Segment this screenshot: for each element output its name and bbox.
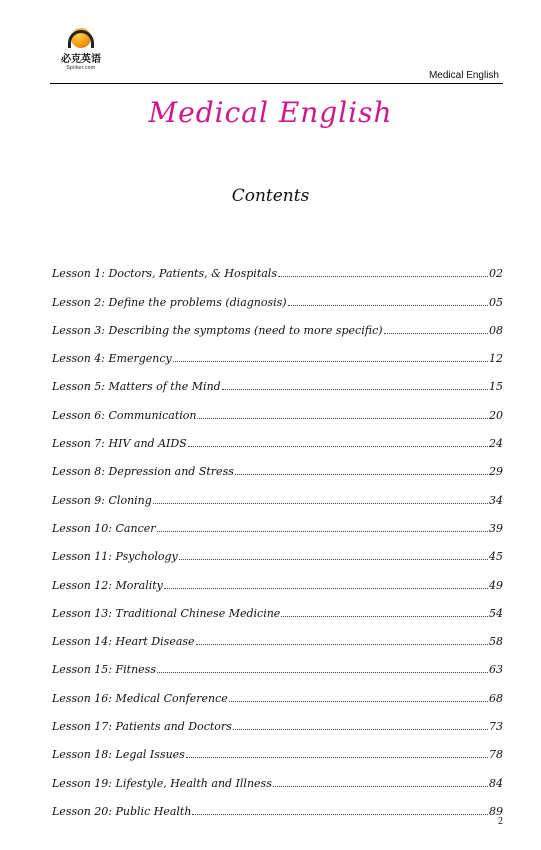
toc-dot-leader — [196, 644, 488, 645]
toc-entry-label: Lesson 17: Patients and Doctors — [52, 720, 232, 734]
toc-dot-leader — [273, 786, 488, 787]
toc-entry-page: 24 — [489, 437, 503, 451]
toc-entry[interactable] — [52, 280, 503, 308]
toc-entry-page: 20 — [489, 408, 503, 422]
toc-entry-label: Lesson 7: HIV and AIDS — [52, 437, 187, 451]
toc-entry-page: 58 — [489, 635, 503, 649]
toc-entry-page: 68 — [489, 691, 503, 705]
toc-dot-leader — [157, 531, 489, 532]
toc-entry-label: Lesson 11: Psychology — [52, 550, 178, 564]
toc-entry[interactable] — [52, 592, 503, 620]
toc-entry-label: Lesson 13: Traditional Chinese Medicine — [52, 606, 281, 620]
toc-entry-label: Lesson 3: Describing the symptoms (need to more specific) — [52, 323, 383, 337]
toc-entry[interactable] — [52, 648, 503, 676]
toc-entry[interactable] — [52, 422, 503, 450]
toc-entry-label: Lesson 16: Medical Conference — [52, 691, 228, 705]
toc-entry-label: Lesson 4: Emergency — [52, 352, 172, 366]
toc-dot-leader — [278, 276, 488, 277]
table-of-contents — [52, 252, 503, 818]
toc-dot-leader — [222, 389, 488, 390]
toc-entry[interactable] — [52, 790, 503, 818]
toc-entry-page: 02 — [489, 267, 503, 281]
toc-entry-page: 45 — [489, 550, 503, 564]
toc-entry-page: 49 — [489, 578, 503, 592]
toc-dot-leader — [173, 361, 488, 362]
toc-entry-label: Lesson 2: Define the problems (diagnosis) — [52, 295, 287, 309]
toc-entry[interactable] — [52, 705, 503, 733]
toc-entry[interactable] — [52, 507, 503, 535]
toc-entry[interactable] — [52, 365, 503, 393]
toc-dot-leader — [186, 757, 488, 758]
toc-entry-label: Lesson 6: Communication — [52, 408, 197, 422]
headphone-logo-icon — [68, 26, 94, 52]
running-header-title: Medical English — [428, 70, 499, 81]
toc-entry-page: 39 — [489, 521, 503, 535]
toc-entry-page: 15 — [489, 380, 503, 394]
toc-dot-leader — [384, 333, 488, 334]
toc-entry-label: Lesson 9: Cloning — [52, 493, 152, 507]
toc-entry-page: 78 — [489, 748, 503, 762]
toc-entry-page: 12 — [489, 352, 503, 366]
toc-dot-leader — [235, 474, 488, 475]
toc-dot-leader — [281, 616, 488, 617]
toc-entry[interactable] — [52, 676, 503, 704]
toc-entry-label: Lesson 10: Cancer — [52, 521, 156, 535]
toc-entry-page: 29 — [489, 465, 503, 479]
logo-name-cn: 必克英语 — [61, 54, 101, 65]
logo — [50, 26, 112, 71]
toc-entry[interactable] — [52, 252, 503, 280]
toc-entry[interactable] — [52, 337, 503, 365]
toc-entry-label: Lesson 15: Fitness — [52, 663, 156, 677]
toc-dot-leader — [188, 446, 488, 447]
toc-dot-leader — [233, 729, 488, 730]
toc-entry-page: 63 — [489, 663, 503, 677]
toc-entry-page: 05 — [489, 295, 503, 309]
toc-entry[interactable] — [52, 309, 503, 337]
toc-entry-label: Lesson 5: Matters of the Mind — [52, 380, 221, 394]
toc-dot-leader — [153, 503, 488, 504]
toc-entry-page: 08 — [489, 323, 503, 337]
header-divider — [50, 83, 503, 84]
toc-entry-label: Lesson 12: Morality — [52, 578, 163, 592]
contents-heading: Contents — [231, 186, 310, 206]
toc-entry-label: Lesson 20: Public Health — [52, 804, 192, 818]
toc-entry-page: 54 — [489, 606, 503, 620]
toc-entry-page: 34 — [489, 493, 503, 507]
logo-name-en: Spiiker.com — [66, 65, 96, 71]
toc-entry-page: 84 — [489, 776, 503, 790]
toc-entry[interactable] — [52, 478, 503, 506]
toc-entry-label: Lesson 8: Depression and Stress — [52, 465, 234, 479]
page-number: 2 — [498, 816, 503, 827]
toc-entry[interactable] — [52, 450, 503, 478]
toc-entry[interactable] — [52, 393, 503, 421]
toc-dot-leader — [229, 701, 488, 702]
toc-dot-leader — [164, 588, 488, 589]
toc-entry[interactable] — [52, 620, 503, 648]
toc-entry-label: Lesson 19: Lifestyle, Health and Illness — [52, 776, 272, 790]
toc-entry[interactable] — [52, 563, 503, 591]
toc-entry-label: Lesson 1: Doctors, Patients, & Hospitals — [52, 267, 277, 281]
toc-entry[interactable] — [52, 535, 503, 563]
toc-entry[interactable] — [52, 733, 503, 761]
toc-entry[interactable] — [52, 761, 503, 789]
toc-dot-leader — [288, 305, 488, 306]
toc-entry-page: 73 — [489, 720, 503, 734]
toc-dot-leader — [192, 814, 488, 815]
toc-dot-leader — [197, 418, 488, 419]
document-title: Medical English — [148, 96, 393, 129]
toc-entry-label: Lesson 14: Heart Disease — [52, 635, 195, 649]
toc-dot-leader — [179, 559, 488, 560]
toc-dot-leader — [157, 672, 488, 673]
toc-entry-page: 89 — [489, 804, 503, 818]
toc-entry-label: Lesson 18: Legal Issues — [52, 748, 185, 762]
